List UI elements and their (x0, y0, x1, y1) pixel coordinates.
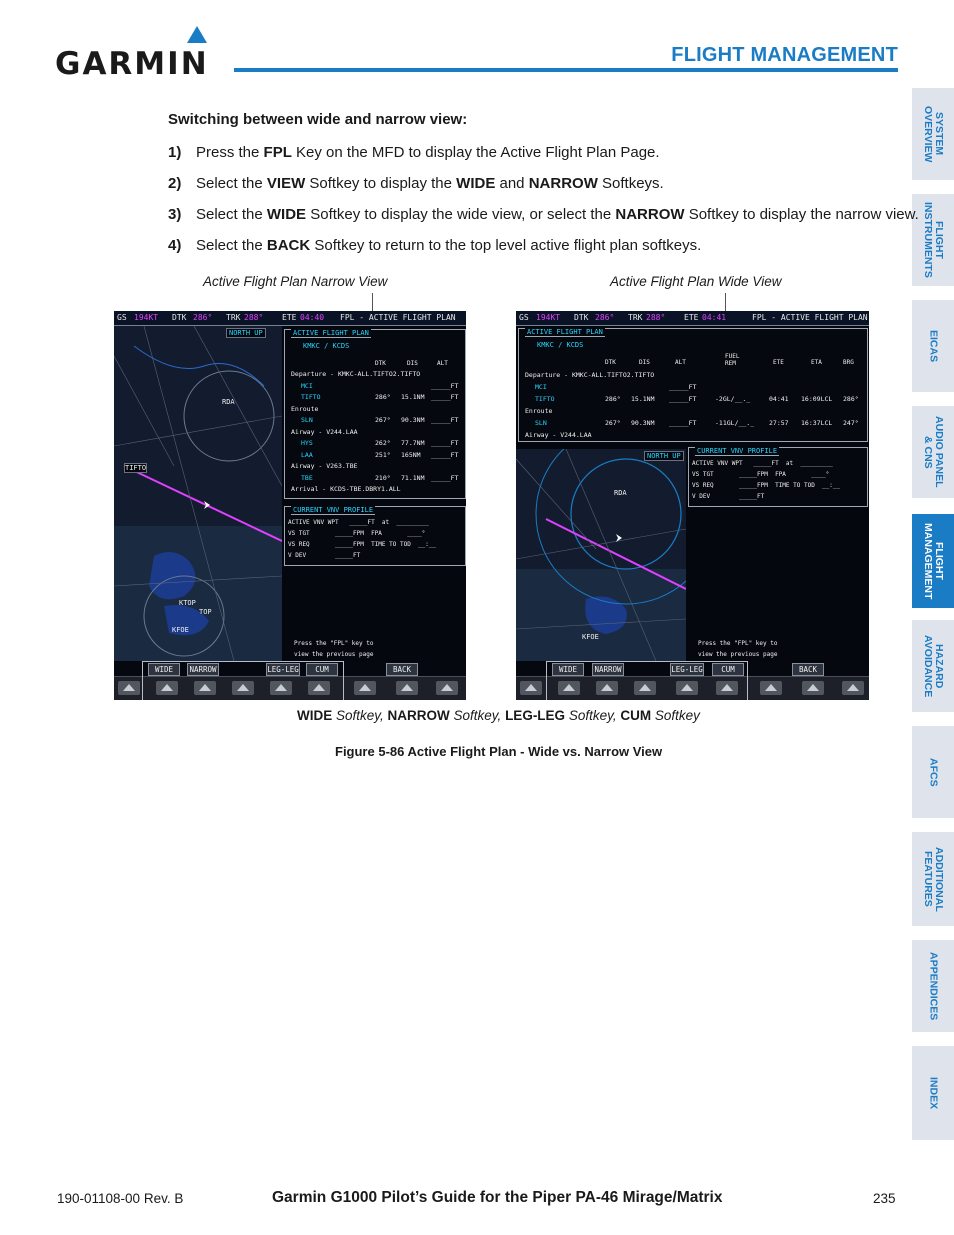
flight-plan-cell: _____FT (431, 450, 459, 459)
message-text: view the previous page (294, 651, 374, 658)
flight-plan-cell: 247° (843, 419, 859, 427)
map-graphics (516, 449, 686, 661)
map-label: KFOE (582, 633, 599, 641)
active-flight-plan-panel: ACTIVE FLIGHT PLAN KMKC / KCDS DTK DIS ALT Departure - KMKC-ALL.TIFTO2.TIFTO MCI _____FT TIFTO 286° 15.1NM _____FT Enroute SLN 267° 90.3NM _____FT Airway - V244.LAA HYS 262° 77.7NM _____FT LAA 251° 165NM _____FT Airway - V263.TBE TBE 210° 71.1NM _____FT Arrival - KCDS-TBE.DBRY1.ALL (284, 329, 466, 499)
vnav-profile-panel: CURRENT VNV PROFILE ACTIVE VNV WPT _____FT at _________ VS TGT _____FPM FPA ____° VS REQ _____FPM TIME TO TOD __:__ V DEV _____FT (688, 447, 868, 507)
navigation-map[interactable] (114, 326, 282, 661)
bezel-button[interactable] (842, 681, 864, 695)
flight-plan-cell: HYS (301, 439, 313, 447)
flight-plan-cell: _____FT (669, 419, 697, 427)
flight-plan-cell: TIFTO (301, 393, 321, 401)
flight-plan-cell: _____FT (431, 381, 459, 390)
softkey-highlight (142, 661, 344, 700)
flight-plan-cell: _____FT (431, 416, 459, 424)
flight-plan-cell: _____FT (669, 383, 697, 391)
softkey-callout: WIDE Softkey, NARROW Softkey, LEG-LEG Softkey, CUM Softkey (297, 708, 700, 723)
procedure-heading: Switching between wide and narrow view: (168, 111, 468, 128)
message-text: view the previous page (698, 651, 778, 658)
north-up-label: NORTH UP (226, 328, 266, 338)
flight-plan-cell: TIFTO (535, 395, 555, 403)
flight-plan-cell: SLN (535, 419, 547, 427)
flight-plan-cell: SLN (301, 416, 313, 424)
navigation-map[interactable] (516, 449, 686, 661)
flight-plan-cell: _____FT (431, 473, 459, 482)
flight-plan-cell: 15.1NM (401, 393, 425, 401)
side-tab-appendices[interactable]: APPENDICES (912, 940, 954, 1032)
flight-plan-cell: Departure - KMKC-ALL.TIFTO2.TIFTO (525, 371, 655, 379)
flight-plan-cell: Arrival - KCDS-TBE.DBRY1.ALL (291, 485, 401, 493)
side-tab-audio-panel[interactable]: AUDIO PANEL & CNS (912, 406, 954, 498)
message-text: Press the "FPL" key to (698, 640, 778, 647)
side-tab-eicas[interactable]: EICAS (912, 300, 954, 392)
flight-plan-cell: 27:57 (769, 419, 789, 427)
back-softkey[interactable]: BACK (386, 663, 418, 676)
flight-plan-cell: _____FT (431, 393, 459, 401)
section-title: FLIGHT MANAGEMENT (671, 44, 898, 66)
flight-plan-cell: Airway - V244.LAA (525, 431, 592, 439)
caption-narrow-view: Active Flight Plan Narrow View (203, 274, 388, 289)
side-tab-hazard-avoidance[interactable]: HAZARD AVOIDANCE (912, 620, 954, 712)
garmin-logo-triangle-icon (187, 26, 207, 43)
flight-plan-cell: 267° (375, 416, 391, 424)
flight-plan-cell: 90.3NM (631, 419, 655, 427)
map-label: RDA (614, 489, 627, 497)
narrow-softkey[interactable]: NARROW (592, 663, 624, 676)
map-label: TIFTO (125, 464, 147, 472)
side-tab-flight-instruments[interactable]: FLIGHT INSTRUMENTS (912, 194, 954, 286)
garmin-logo: GARMIN (55, 26, 220, 78)
flight-plan-cell: 210° (375, 473, 391, 482)
flight-plan-cell: 16:37LCL (801, 419, 833, 427)
bezel-button[interactable] (520, 681, 542, 695)
flight-plan-cell: Airway - V263.TBE (291, 462, 358, 470)
flight-plan-cell: 165NM (401, 450, 421, 459)
header-rule (234, 68, 898, 72)
north-up-label: NORTH UP (644, 451, 684, 461)
flight-plan-cell: 04:41 (769, 395, 789, 403)
flight-plan-cell: TBE (301, 473, 313, 482)
bezel-button[interactable] (354, 681, 376, 695)
figure-caption: Figure 5-86 Active Flight Plan - Wide vs. Narrow View (335, 744, 663, 759)
flight-plan-cell: -2GL/__._ (715, 395, 751, 403)
doc-number: 190-01108-00 Rev. B (57, 1191, 184, 1206)
flight-plan-cell: 90.3NM (401, 416, 425, 424)
side-tab-afcs[interactable]: AFCS (912, 726, 954, 818)
doc-title: Garmin G1000 Pilot’s Guide for the Piper PA-46 Mirage/Matrix (272, 1189, 723, 1206)
flight-plan-cell: 262° (375, 439, 391, 447)
bezel-button[interactable] (760, 681, 782, 695)
flight-plan-cell: -11GL/__._ (715, 419, 755, 427)
flight-plan-cell: 77.7NM (401, 439, 425, 447)
narrow-softkey[interactable]: NARROW (187, 663, 219, 676)
page-number: 235 (873, 1191, 896, 1206)
back-softkey[interactable]: BACK (792, 663, 824, 676)
map-graphics (114, 326, 282, 661)
nav-status-bar: GS 194KT DTK 286° TRK 288° ETE 04:40 FPL - ACTIVE FLIGHT PLAN (114, 311, 466, 326)
map-label: TOP (199, 608, 212, 616)
caption-wide-view: Active Flight Plan Wide View (610, 274, 782, 289)
cum-softkey[interactable]: CUM (306, 663, 338, 676)
flight-plan-cell: Enroute (525, 407, 553, 415)
flight-plan-cell: 16:09LCL (801, 395, 833, 403)
message-text: Press the "FPL" key to (294, 640, 374, 647)
bezel-button[interactable] (396, 681, 418, 695)
softkey-highlight (546, 661, 748, 700)
map-label: RDA (222, 398, 235, 406)
flight-plan-cell: MCI (535, 383, 547, 391)
bezel-button[interactable] (436, 681, 458, 695)
nav-status-bar: GS 194KT DTK 286° TRK 288° ETE 04:41 FPL - ACTIVE FLIGHT PLAN (516, 311, 869, 326)
flight-plan-cell: 15.1NM (631, 395, 655, 403)
map-label: KTOP (179, 599, 196, 607)
vnav-profile-panel: CURRENT VNV PROFILE ACTIVE VNV WPT _____FT at _________ VS TGT _____FPM FPA ____° VS REQ _____FPM TIME TO TOD __:__ V DEV _____FT (284, 506, 466, 566)
flight-plan-cell: LAA (301, 450, 313, 459)
flight-plan-cell: 71.1NM (401, 473, 425, 482)
active-flight-plan-panel: ACTIVE FLIGHT PLAN KMKC / KCDS DTK DIS ALT FUEL REM ETE ETA BRG Departure - KMKC-ALL.TIFTO2.TIFTO MCI _____FT TIFTO 286° 15.1NM _____FT -2GL/__._ 04:41 16:09LCL 286° Enroute SLN 267° 90.3NM _____FT -11GL/__._ 27:57 16:37LCL 247° Airway - V244.LAA (518, 328, 868, 442)
side-tab-system-overview[interactable]: SYSTEM OVERVIEW (912, 88, 954, 180)
flight-plan-cell: 286° (605, 395, 621, 403)
side-tab-index[interactable]: INDEX (912, 1046, 954, 1140)
flight-plan-cell: Departure - KMKC-ALL.TIFTO2.TIFTO (291, 370, 421, 378)
side-tab-additional-features[interactable]: ADDITIONAL FEATURES (912, 832, 954, 926)
narrow-view-screen (114, 311, 466, 700)
map-label: KFOE (172, 626, 189, 634)
flight-plan-cell: Airway - V244.LAA (291, 427, 358, 436)
wide-softkey[interactable]: WIDE (552, 663, 584, 676)
flight-plan-cell: 251° (375, 450, 391, 459)
flight-plan-cell: 267° (605, 419, 621, 427)
flight-plan-cell: _____FT (431, 439, 459, 447)
leg-leg-softkey[interactable]: LEG-LEG (671, 665, 703, 674)
bezel-button[interactable] (118, 681, 140, 695)
wide-view-screen (516, 311, 869, 700)
bezel-button[interactable] (802, 681, 824, 695)
flight-plan-cell: 286° (375, 393, 391, 401)
wide-softkey[interactable]: WIDE (148, 663, 180, 676)
flight-plan-cell: Enroute (291, 404, 319, 413)
flight-plan-cell: 286° (843, 395, 859, 403)
side-tab-flight-management[interactable]: FLIGHT MANAGEMENT (912, 514, 954, 608)
cum-softkey[interactable]: CUM (712, 663, 744, 676)
flight-plan-cell: MCI (301, 381, 313, 390)
flight-plan-cell: _____FT (669, 395, 697, 403)
leg-leg-softkey[interactable]: LEG-LEG (267, 665, 299, 674)
